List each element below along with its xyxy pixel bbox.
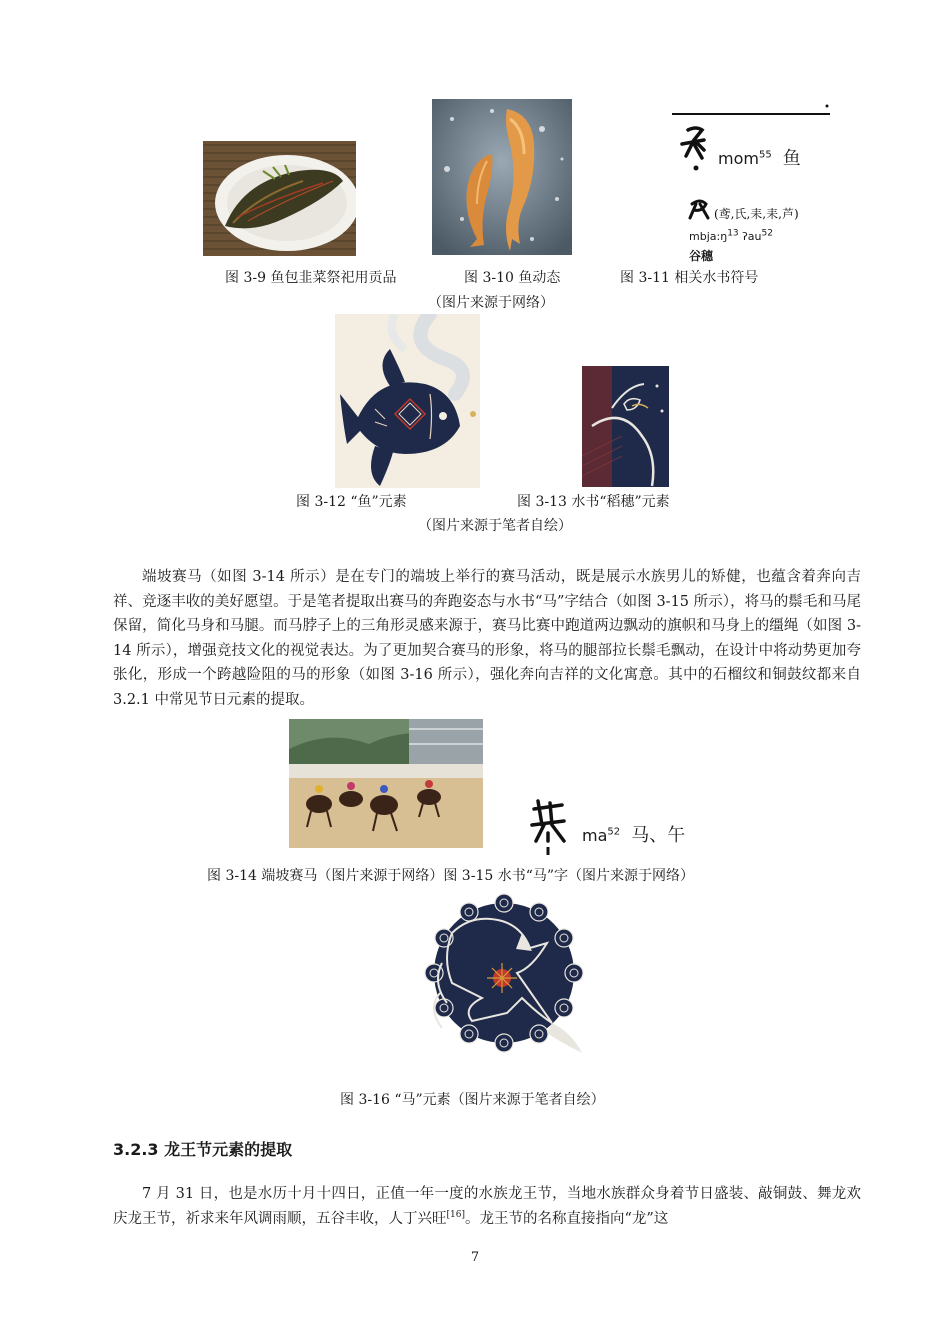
shuishu-horse-reading: $ma^{52}$ 马、午	[582, 825, 686, 846]
figure-3-12-image	[335, 314, 480, 488]
caption-figure-3-9: 图 3-9 鱼包韭菜祭祀用贡品	[225, 270, 397, 286]
svg-text:(鸢,氏,耒,耒,芦): (鸢,氏,耒,耒,芦)	[714, 207, 799, 221]
figure-3-11-image	[672, 100, 832, 265]
caption-figure-3-13: 图 3-13 水书“稻穗”元素	[517, 494, 670, 510]
page-number: 7	[470, 1250, 480, 1265]
figure-3-15-image	[528, 795, 708, 855]
caption-figure-3-12: 图 3-12 “鱼”元素	[296, 494, 407, 510]
caption-source-row1: （图片来源于网络）	[428, 295, 554, 311]
caption-figure-3-14-3-15: 图 3-14 端坡赛马（图片来源于网络）图 3-15 水书“马”字（图片来源于网络）	[207, 868, 695, 884]
body-paragraph-dragon-king: 7 月 31 日，也是水历十月十四日，正值一年一度的水族龙王节，当地水族群众身着节日盛装、敲铜鼓、舞龙欢庆龙王节，祈求来年风调雨顺，五谷丰收，人丁兴旺[16]。龙王节的名称直接指向“龙”这	[113, 1186, 861, 1227]
caption-figure-3-11: 图 3-11 相关水书符号	[620, 270, 759, 286]
shuishu-rice-meaning: 谷穗	[689, 249, 714, 263]
caption-source-row2: （图片来源于笔者自绘）	[418, 518, 572, 534]
figure-3-10-image	[432, 99, 572, 255]
caption-figure-3-16: 图 3-16 “马”元素（图片来源于笔者自绘）	[340, 1092, 605, 1108]
section-heading: 3.2.3 龙王节元素的提取	[113, 1140, 293, 1159]
shuishu-rice-reading: $mbja:ŋ^{13}$ ʔau$^{52}$	[689, 228, 773, 243]
caption-figure-3-10: 图 3-10 鱼动态	[464, 270, 561, 286]
figure-3-9-image	[203, 141, 356, 256]
figure-3-14-image	[289, 719, 483, 848]
body-paragraph-horse-racing: 端坡赛马（如图 3-14 所示）是在专门的端坡上举行的赛马活动，既是展示水族男儿的矫健，也蕴含着奔向吉祥、竞逐丰收的美好愿望。于是笔者提取出赛马的奔跑姿态与水书“马”字结合（如图 3-15 所示），将马的鬃毛和马尾保留，简化马身和马腿。而马脖子上的三角形灵感来源于，赛马比赛中跑道两边飘动的旗帜和马身上的缰绳（如图 3-14 所示），增强竞技文化的视觉表达。为了更加契合赛马的形象，将马的腿部拉长鬃毛飘动，在设计中将动势更加夸张化，形成一个跨越险阻的马的形象（如图 3-16 所示），强化奔向吉祥的文化寓意。其中的石榴纹和铜鼓纹都来自 3.2.1 中常见节日元素的提取。	[113, 569, 861, 708]
shuishu-fish-reading: mom$^{55}$ 鱼	[718, 148, 801, 169]
figure-3-16-image	[412, 893, 597, 1055]
citation-16: [16]	[446, 1209, 465, 1220]
figure-3-13-image	[582, 366, 669, 487]
